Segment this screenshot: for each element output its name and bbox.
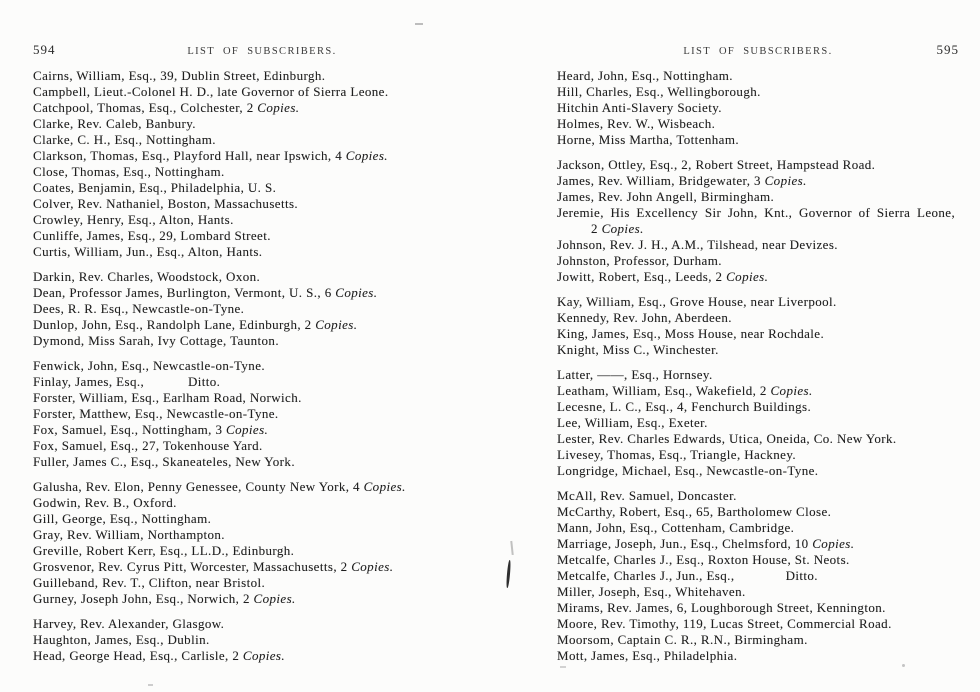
subscriber-entry: Hitchin Anti-Slavery Society. (557, 100, 722, 115)
page-595 (557, 42, 959, 664)
subscriber-entry: Dees, R. R. Esq., Newcastle-on-Tyne. (33, 301, 245, 316)
running-head-right: LIST OF SUBSCRIBERS. (683, 46, 833, 57)
subscriber-entry: Moore, Rev. Timothy, 119, Lucas Street, Commercial Road. (557, 616, 892, 631)
subscriber-entry: Gill, George, Esq., Nottingham. (33, 511, 212, 526)
subscriber-group-J (557, 157, 959, 285)
subscriber-entry: Clarkson, Thomas, Esq., Playford Hall, near Ipswich, 4 Copies. (33, 148, 388, 163)
subscriber-entry: Godwin, Rev. B., Oxford. (33, 495, 177, 510)
subscriber-entry: Metcalfe, Charles J., Esq., Roxton House, St. Neots. (557, 552, 850, 567)
subscribers-list-right (557, 68, 959, 664)
subscriber-entry: Fox, Samuel, Esq., 27, Tokenhouse Yard. (33, 438, 263, 453)
subscriber-entry: Lester, Rev. Charles Edwards, Utica, Oneida, Co. New York. (557, 431, 897, 446)
subscriber-entry: 2 Copies. (591, 221, 644, 236)
subscriber-entry: Livesey, Thomas, Esq., Triangle, Hackney. (557, 447, 797, 462)
subscriber-entry: McCarthy, Robert, Esq., 65, Bartholomew Close. (557, 504, 832, 519)
subscriber-entry: Cairns, William, Esq., 39, Dublin Street, Edinburgh. (33, 68, 326, 83)
copies-count-italic: Copies. (363, 479, 406, 494)
subscriber-entry: Fox, Samuel, Esq., Nottingham, 3 Copies. (33, 422, 269, 437)
scan-artifact-speck (415, 23, 423, 25)
subscriber-group-K (557, 294, 959, 358)
scan-artifact-speck (560, 666, 566, 668)
subscriber-entry: Clarke, C. H., Esq., Nottingham. (33, 132, 216, 147)
page-number-right: 595 (936, 42, 959, 57)
subscriber-entry: Lee, William, Esq., Exeter. (557, 415, 708, 430)
subscriber-entry: King, James, Esq., Moss House, near Rochdale. (557, 326, 825, 341)
copies-count-italic: Copies. (726, 269, 769, 284)
subscriber-entry: Moorsom, Captain C. R., R.N., Birmingham. (557, 632, 808, 647)
subscriber-entry: Mott, James, Esq., Philadelphia. (557, 648, 738, 663)
copies-count-italic: Copies. (601, 221, 644, 236)
subscriber-entry: Knight, Miss C., Winchester. (557, 342, 719, 357)
subscriber-entry: Fenwick, John, Esq., Newcastle-on-Tyne. (33, 358, 266, 373)
subscriber-entry: Johnston, Professor, Durham. (557, 253, 722, 268)
subscriber-entry: Holmes, Rev. W., Wisbeach. (557, 116, 716, 131)
copies-count-italic: Copies. (345, 148, 388, 163)
page-header-left (33, 42, 491, 60)
subscriber-entry: Guilleband, Rev. T., Clifton, near Bristol. (33, 575, 266, 590)
copies-count-italic: Copies. (226, 422, 269, 437)
subscriber-group-F (33, 358, 491, 470)
subscriber-entry: Dunlop, John, Esq., Randolph Lane, Edinburgh, 2 Copies. (33, 317, 358, 332)
subscriber-group-D (33, 269, 491, 349)
subscriber-entry: Leatham, William, Esq., Wakefield, 2 Copies. (557, 383, 813, 398)
scan-artifact-gutter-light (510, 541, 513, 555)
subscriber-entry: Gurney, Joseph John, Esq., Norwich, 2 Copies. (33, 591, 296, 606)
subscriber-entry: Dean, Professor James, Burlington, Vermont, U. S., 6 Copies. (33, 285, 378, 300)
subscriber-entry: Horne, Miss Martha, Tottenham. (557, 132, 739, 147)
subscriber-entry: Forster, Matthew, Esq., Newcastle-on-Tyne. (33, 406, 279, 421)
subscriber-entry: Johnson, Rev. J. H., A.M., Tilshead, near Devizes. (557, 237, 838, 252)
subscriber-entry: Marriage, Joseph, Jun., Esq., Chelmsford, 10 Copies. (557, 536, 855, 551)
copies-count-italic: Copies. (764, 173, 807, 188)
subscriber-group-M (557, 488, 959, 664)
subscriber-group-G (33, 479, 491, 607)
subscriber-entry: Galusha, Rev. Elon, Penny Genessee, County New York, 4 Copies. (33, 479, 406, 494)
subscriber-entry: Close, Thomas, Esq., Nottingham. (33, 164, 225, 179)
copies-count-italic: Copies. (315, 317, 358, 332)
subscriber-entry: McAll, Rev. Samuel, Doncaster. (557, 488, 737, 503)
subscriber-entry: Miller, Joseph, Esq., Whitehaven. (557, 584, 746, 599)
subscriber-entry: Greville, Robert Kerr, Esq., LL.D., Edinburgh. (33, 543, 295, 558)
subscriber-entry: Haughton, James, Esq., Dublin. (33, 632, 210, 647)
subscriber-entry: Forster, William, Esq., Earlham Road, Norwich. (33, 390, 302, 405)
page-header-right (557, 42, 959, 60)
copies-count-italic: Copies. (812, 536, 855, 551)
subscriber-entry: Hill, Charles, Esq., Wellingborough. (557, 84, 761, 99)
subscriber-entry: Crowley, Henry, Esq., Alton, Hants. (33, 212, 234, 227)
subscriber-entry: Cunliffe, James, Esq., 29, Lombard Street. (33, 228, 271, 243)
copies-count-italic: Copies. (242, 648, 286, 663)
subscriber-entry: Mann, John, Esq., Cottenham, Cambridge. (557, 520, 795, 535)
copies-count-italic: Copies. (770, 383, 813, 398)
subscriber-entry: Jackson, Ottley, Esq., 2, Robert Street, Hampstead Road. (557, 157, 876, 172)
subscriber-entry: Longridge, Michael, Esq., Newcastle-on-Tyne. (557, 463, 819, 478)
subscriber-entry: Colver, Rev. Nathaniel, Boston, Massachusetts. (33, 196, 299, 211)
subscriber-entry: Darkin, Rev. Charles, Woodstock, Oxon. (33, 269, 261, 284)
subscriber-entry: Curtis, William, Jun., Esq., Alton, Hants. (33, 244, 263, 259)
subscriber-entry: Campbell, Lieut.-Colonel H. D., late Governor of Sierra Leone. (33, 84, 389, 99)
subscriber-entry: Mirams, Rev. James, 6, Loughborough Street, Kennington. (557, 600, 886, 615)
subscriber-entry: Gray, Rev. William, Northampton. (33, 527, 225, 542)
subscriber-group-C (33, 68, 491, 260)
subscriber-group-L (557, 367, 959, 479)
subscriber-entry: Dymond, Miss Sarah, Ivy Cottage, Taunton. (33, 333, 279, 348)
subscriber-entry: Head, George Head, Esq., Carlisle, 2 Copies. (33, 648, 286, 663)
subscriber-entry: Lecesne, L. C., Esq., 4, Fenchurch Buildings. (557, 399, 812, 414)
page-number-left: 594 (33, 42, 56, 57)
scan-artifact-speck (902, 664, 905, 667)
subscriber-entry: Finlay, James, Esq., Ditto. (33, 374, 221, 389)
subscriber-entry: Kay, William, Esq., Grove House, near Liverpool. (557, 294, 837, 309)
subscriber-group-H (557, 68, 959, 148)
copies-count-italic: Copies. (253, 591, 296, 606)
subscriber-group-H (33, 616, 491, 664)
subscriber-entry: Jeremie, His Excellency Sir John, Knt., Governor of Sierra Leone, (557, 205, 956, 220)
subscribers-list-left (33, 68, 491, 664)
subscriber-entry: Harvey, Rev. Alexander, Glasgow. (33, 616, 225, 631)
subscriber-entry: Grosvenor, Rev. Cyrus Pitt, Worcester, Massachusetts, 2 Copies. (33, 559, 394, 574)
subscriber-entry: Coates, Benjamin, Esq., Philadelphia, U. S. (33, 180, 277, 195)
copies-count-italic: Copies. (335, 285, 378, 300)
page-594 (33, 42, 491, 664)
subscriber-entry: Clarke, Rev. Caleb, Banbury. (33, 116, 196, 131)
subscriber-entry: Kennedy, Rev. John, Aberdeen. (557, 310, 732, 325)
running-head-left: LIST OF SUBSCRIBERS. (187, 46, 337, 57)
subscriber-entry: James, Rev. William, Bridgewater, 3 Copies. (557, 173, 807, 188)
subscriber-entry: Catchpool, Thomas, Esq., Colchester, 2 Copies. (33, 100, 300, 115)
copies-count-italic: Copies. (257, 100, 300, 115)
copies-count-italic: Copies. (351, 559, 394, 574)
subscriber-entry: Metcalfe, Charles J., Jun., Esq., Ditto. (557, 568, 818, 583)
scan-artifact-gutter-mark (506, 560, 511, 588)
subscriber-entry: Latter, ——, Esq., Hornsey. (557, 367, 713, 382)
subscriber-entry: James, Rev. John Angell, Birmingham. (557, 189, 775, 204)
subscriber-entry: Jowitt, Robert, Esq., Leeds, 2 Copies. (557, 269, 769, 284)
subscriber-entry: Heard, John, Esq., Nottingham. (557, 68, 733, 83)
subscriber-entry: Fuller, James C., Esq., Skaneateles, New York. (33, 454, 295, 469)
scan-artifact-speck (148, 684, 153, 686)
